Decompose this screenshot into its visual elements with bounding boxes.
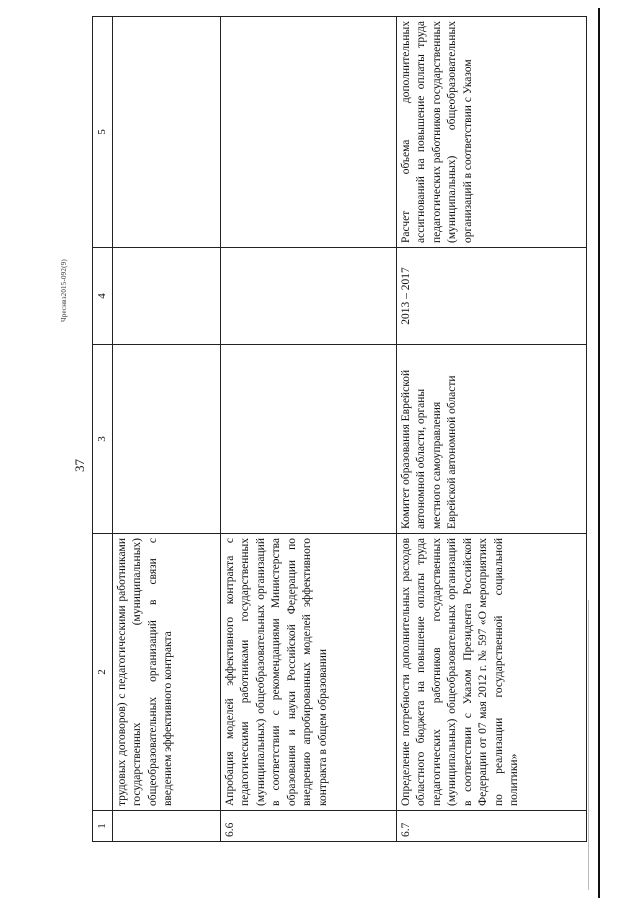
page-number: 37 bbox=[72, 459, 87, 472]
term-text bbox=[220, 248, 396, 345]
scan-edge-line-faint bbox=[588, 600, 589, 890]
measure-text: трудовых договоров) с педагогическими работниками государственных (муниципальных) общеобразовательных организаций в связи с введением эффективного контракта bbox=[112, 534, 220, 811]
row-number bbox=[112, 811, 220, 842]
scan-edge-line bbox=[598, 8, 600, 898]
header-cell-1: 1 bbox=[93, 811, 113, 842]
executor-text bbox=[220, 345, 396, 534]
table-row bbox=[112, 17, 220, 842]
measure-text: Определение потребности дополнительных расходов областного бюджета на повышение оплаты труда педагогических работников государственных (муниципальных) общеобразовательных организаций в соответствии с Указом Президента Российской Федерации от 07 мая 2012 г. № 597 «О мероприятиях по реализации государственной социальной политики» bbox=[396, 534, 586, 811]
term-text bbox=[112, 248, 220, 345]
measure-text: Апробация моделей эффективного контракта с педагогическими работниками государственных (муниципальных) общеобразовательных организаций в соответствии с рекомендациями Министерства образования и науки Российской Федерации по внедрению апробированных моделей эффективного контракта в общем образовании bbox=[220, 534, 396, 811]
table-row bbox=[220, 17, 396, 842]
row-number: 6.7 bbox=[396, 811, 586, 842]
table-row bbox=[396, 17, 586, 842]
executor-text: Комитет образования Еврейской автономной области, органы местного самоуправления Еврейской автономной области bbox=[396, 345, 586, 534]
result-text bbox=[112, 17, 220, 248]
header-cell-2: 2 bbox=[93, 534, 113, 811]
document-stamp: Чреснвз2015-092(9) bbox=[60, 259, 68, 322]
header-cell-4: 4 bbox=[93, 248, 113, 345]
header-cell-3: 3 bbox=[93, 345, 113, 534]
executor-text bbox=[112, 345, 220, 534]
measures-table bbox=[92, 16, 587, 842]
header-row bbox=[93, 17, 113, 842]
term-text: 2013 – 2017 bbox=[396, 248, 586, 345]
rotated-page bbox=[60, 21, 580, 842]
row-number: 6.6 bbox=[220, 811, 396, 842]
header-cell-5: 5 bbox=[93, 17, 113, 248]
result-text: Расчет объема дополнительных ассигнований на повышение оплаты труда педагогических работников государственных (муниципальных) общеобразовательных организаций в соответствии с Указом bbox=[396, 17, 586, 248]
result-text bbox=[220, 17, 396, 248]
